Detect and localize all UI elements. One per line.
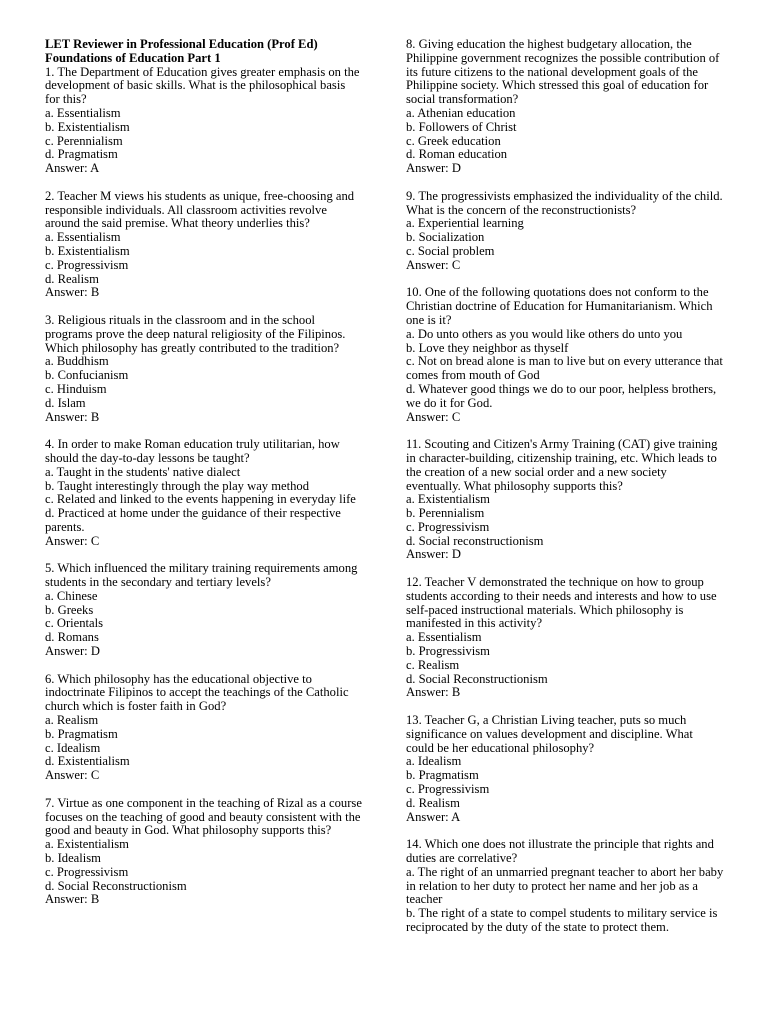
answer-option: b. Pragmatism bbox=[45, 726, 118, 741]
answer-option: a. Essentialism bbox=[45, 105, 121, 120]
question-stem: 3. Religious rituals in the classroom and in the school programs prove the deep natural religiosity of the Filipinos. Which philosophy has greatly contributed to the tradition? bbox=[45, 312, 346, 355]
question-stem: 10. One of the following quotations does not conform to the Christian doctrine of Education for Humanitarianism. Which one is it? bbox=[406, 285, 713, 327]
answer-option: c. Realism bbox=[406, 657, 460, 672]
question-item bbox=[45, 797, 363, 907]
answer-option: b. Confucianism bbox=[45, 368, 129, 383]
left-column bbox=[45, 38, 363, 921]
answer-option: c. Idealism bbox=[45, 740, 101, 755]
answer-key: Answer: D bbox=[406, 161, 461, 176]
answer-option: b. Love they neighbor as thyself bbox=[406, 340, 569, 355]
question-stem: 8. Giving education the highest budgetary allocation, the Philippine government recognizes the possible contribution of its future citizens to the national development goals of the Philippine society. Which stressed this goal of education for social transformation? bbox=[406, 37, 720, 107]
answer-option: b. Followers of Christ bbox=[406, 119, 517, 134]
answer-option: d. Pragmatism bbox=[45, 147, 118, 162]
question-item bbox=[406, 714, 724, 824]
question-item bbox=[45, 562, 363, 659]
answer-option: d. Realism bbox=[45, 271, 99, 286]
title-line-2: Foundations of Education Part 1 bbox=[45, 50, 221, 65]
answer-key: Answer: A bbox=[406, 809, 461, 824]
question-item bbox=[406, 38, 724, 176]
answer-key: Answer: D bbox=[45, 644, 100, 659]
answer-option: c. Progressivism bbox=[45, 257, 129, 272]
answer-option: b. Existentialism bbox=[45, 243, 130, 258]
answer-option: c. Hinduism bbox=[45, 381, 107, 396]
answer-option: d. Social reconstructionism bbox=[406, 533, 544, 548]
answer-option: c. Not on bread alone is man to live but on every utterance that comes from mouth of God bbox=[406, 354, 723, 383]
answer-key: Answer: B bbox=[45, 409, 100, 424]
answer-option: c. Progressivism bbox=[406, 782, 490, 797]
answer-option: c. Progressivism bbox=[45, 864, 129, 879]
answer-key: Answer: C bbox=[45, 533, 100, 548]
answer-option: d. Existentialism bbox=[45, 754, 130, 769]
question-stem: 9. The progressivists emphasized the individuality of the child. What is the concern of the reconstructionists? bbox=[406, 188, 723, 217]
answer-option: a. Existentialism bbox=[45, 837, 129, 852]
answer-option: a. Athenian education bbox=[406, 105, 516, 120]
question-item bbox=[406, 190, 724, 273]
answer-option: c. Related and linked to the events happening in everyday life bbox=[45, 492, 356, 507]
question-item bbox=[45, 314, 363, 424]
answer-option: d. Romans bbox=[45, 630, 99, 645]
answer-key: Answer: C bbox=[406, 257, 461, 272]
answer-option: c. Greek education bbox=[406, 133, 501, 148]
title-line-1: LET Reviewer in Professional Education (Prof Ed) bbox=[45, 37, 318, 51]
question-stem: 2. Teacher M views his students as unique, free-choosing and responsible individuals. All classroom activities revolve around the said premise. What theory underlies this? bbox=[45, 188, 355, 231]
answer-option: d. Islam bbox=[45, 395, 86, 410]
answer-option: d. Roman education bbox=[406, 147, 508, 162]
question-item bbox=[406, 576, 724, 700]
answer-key: Answer: B bbox=[45, 285, 100, 300]
question-stem: 13. Teacher G, a Christian Living teacher, puts so much significance on values development and discipline. What could be her educational philosophy? bbox=[406, 713, 693, 755]
question-stem: 6. Which philosophy has the educational objective to indoctrinate Filipinos to accept the teachings of the Catholic church which is foster faith in God? bbox=[45, 671, 349, 714]
question-stem: 5. Which influenced the military training requirements among students in the secondary and tertiary levels? bbox=[45, 561, 358, 590]
question-stem: 7. Virtue as one component in the teaching of Rizal as a course focuses on the teaching of good and beauty consistent with the good and beauty in God. What philosophy supports this? bbox=[45, 795, 362, 838]
question-item bbox=[406, 286, 724, 424]
question-stem: 14. Which one does not illustrate the principle that rights and duties are correlative? bbox=[406, 837, 714, 866]
answer-option: a. Existentialism bbox=[406, 492, 490, 507]
answer-option: a. Realism bbox=[45, 713, 99, 728]
answer-option: a. Do unto others as you would like others do unto you bbox=[406, 326, 683, 341]
right-column bbox=[406, 38, 724, 949]
question-stem: 12. Teacher V demonstrated the technique on how to group students according to their needs and interests and how to use self-paced instructional materials. Which philosophy is manifested in this activity? bbox=[406, 575, 717, 631]
answer-key: Answer: C bbox=[406, 409, 461, 424]
answer-option: a. Chinese bbox=[45, 588, 98, 603]
answer-option: b. Progressivism bbox=[406, 644, 490, 659]
question-item bbox=[45, 438, 363, 548]
answer-option: a. Idealism bbox=[406, 754, 462, 769]
right-question-list bbox=[406, 38, 724, 935]
answer-option: b. The right of a state to compel students to military service is reciprocated by the duty of the state to protect them. bbox=[406, 906, 718, 934]
answer-option: b. Pragmatism bbox=[406, 768, 479, 783]
answer-option: b. Taught interestingly through the play way method bbox=[45, 478, 310, 493]
answer-option: d. Whatever good things we do to our poor, helpless brothers, we do it for God. bbox=[406, 381, 717, 410]
question-item bbox=[406, 438, 724, 562]
answer-option: a. Taught in the students' native dialect bbox=[45, 464, 241, 479]
answer-option: d. Social Reconstructionism bbox=[406, 671, 548, 686]
question-stem: 4. In order to make Roman education truly utilitarian, how should the day-to-day lessons be taught? bbox=[45, 437, 340, 465]
answer-option: c. Orientals bbox=[45, 616, 104, 631]
question-item bbox=[406, 838, 724, 935]
left-question-list bbox=[45, 66, 363, 908]
answer-option: a. Experiential learning bbox=[406, 216, 524, 231]
answer-option: a. Buddhism bbox=[45, 354, 109, 369]
answer-option: b. Perennialism bbox=[406, 506, 485, 521]
question-stem: 1. The Department of Education gives greater emphasis on the development of basic skills. What is the philosophical basis for this? bbox=[45, 64, 360, 107]
answer-key: Answer: C bbox=[45, 768, 100, 783]
answer-option: b. Socialization bbox=[406, 230, 485, 245]
answer-option: a. Essentialism bbox=[406, 630, 482, 645]
question-item bbox=[45, 66, 363, 176]
answer-option: b. Idealism bbox=[45, 851, 101, 866]
answer-option: b. Greeks bbox=[45, 602, 94, 617]
answer-key: Answer: B bbox=[406, 685, 461, 700]
document-title bbox=[45, 38, 363, 66]
answer-option: d. Realism bbox=[406, 795, 460, 810]
answer-option: b. Existentialism bbox=[45, 119, 130, 134]
answer-key: Answer: D bbox=[406, 547, 461, 562]
answer-option: c. Perennialism bbox=[45, 133, 123, 148]
answer-option: d. Social Reconstructionism bbox=[45, 878, 187, 893]
answer-key: Answer: B bbox=[45, 892, 100, 907]
question-stem: 11. Scouting and Citizen's Army Training (CAT) give training in character-building, citizenship training, etc. Which leads to the creation of a new social order and a new society eventually. What philosophy supports this? bbox=[406, 437, 718, 493]
question-item bbox=[45, 673, 363, 783]
answer-option: a. Essentialism bbox=[45, 230, 121, 245]
answer-option: d. Practiced at home under the guidance of their respective parents. bbox=[45, 506, 341, 534]
answer-key: Answer: A bbox=[45, 161, 100, 176]
answer-option: c. Progressivism bbox=[406, 519, 490, 534]
answer-option: c. Social problem bbox=[406, 243, 495, 258]
answer-option: a. The right of an unmarried pregnant teacher to abort her baby in relation to her duty to protect her name and her job as a teacher bbox=[406, 864, 724, 907]
question-item bbox=[45, 190, 363, 300]
